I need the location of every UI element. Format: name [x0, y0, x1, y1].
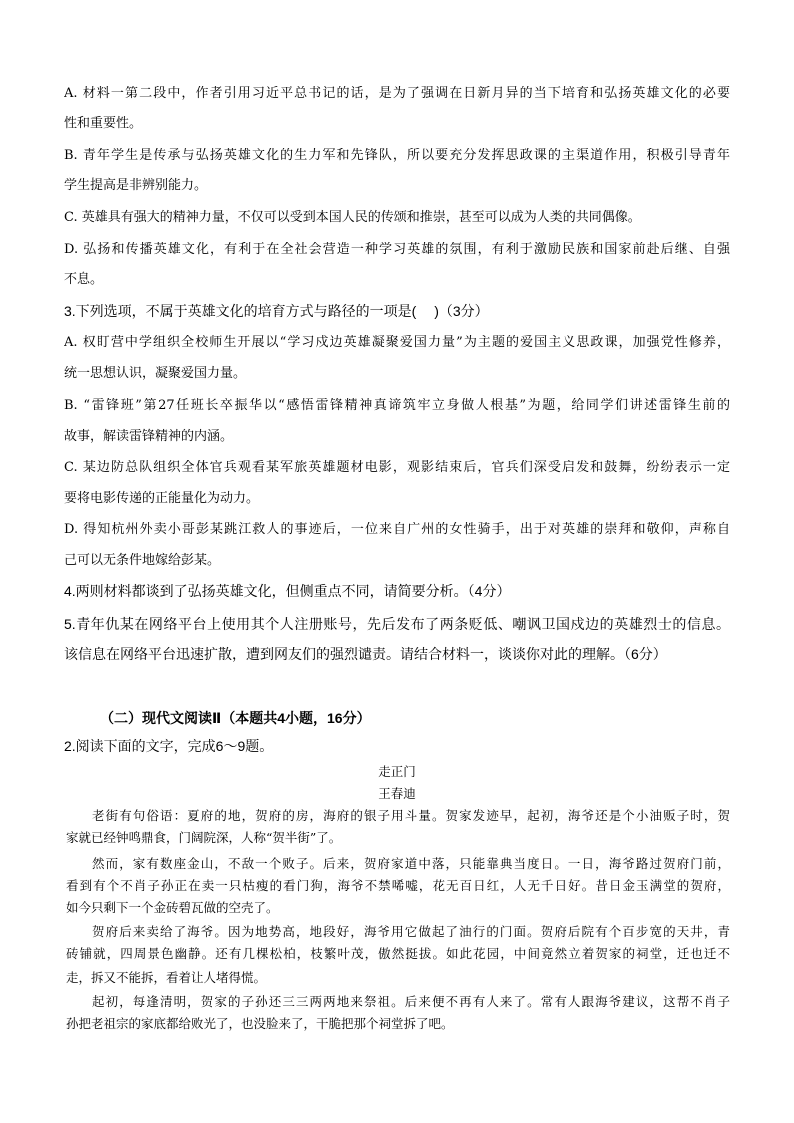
- q3-option-d-line-1: D. 得知杭州外卖小哥彭某跳江救人的事迹后，一位来自广州的女性骑手，出于对英雄的崇拜和敬仰，声称自: [64, 522, 730, 537]
- story-paragraph-line: 孙把老祖宗的家底都给败光了，也没脸来了，干脆把那个祠堂拆了吧。: [66, 1016, 454, 1031]
- story-paragraph-line: 贺府后来卖给了海爷。因为地势高，地段好，海爷用它做起了油行的门面。贺府后院有个百步宽的天井，青: [92, 924, 730, 939]
- story-paragraph-line: 砖铺就，四周景色幽静。还有几棵松柏，枝繁叶茂，傲然挺拔。如此花园，中间竟然立着贺家的祠堂，迁也迁不: [66, 946, 730, 961]
- section-2-title: （二）现代文阅读Ⅱ（本题共4小题，16分）: [100, 710, 371, 726]
- story-paragraph-line: 家就已经钟鸣鼎食，门阔院深，人称“贺半街”了。: [66, 830, 342, 845]
- q3-stem: 3.下列选项，不属于英雄文化的培育方式与路径的一项是( )（3分）: [64, 303, 489, 319]
- q3-option-b-line-2: 故事，解读雷锋精神的内涵。: [64, 429, 234, 444]
- q3-option-d-line-2: 己可以无条件地嫁给彭某。: [64, 553, 221, 568]
- q2-option-a-line-1: A. 材料一第二段中，作者引用习近平总书记的话，是为了强调在日新月异的当下培育和弘扬英雄文化的必要: [64, 86, 730, 101]
- q2-option-b-line-1: B. 青年学生是传承与弘扬英雄文化的生力军和先锋队，所以要充分发挥思政课的主渠道作用，积极引导青年: [64, 148, 730, 163]
- story-author: 王春迪: [378, 786, 416, 801]
- story-paragraph-line: 走，拆又不能拆，看着让人堵得慌。: [66, 970, 267, 985]
- story-paragraph-line: 如今只剩下一个金砖碧瓦做的空壳了。: [66, 900, 279, 915]
- q3-option-c-line-1: C. 某边防总队组织全体官兵观看某军旅英雄题材电影，观影结束后，官兵们深受启发和鼓舞，纷纷表示一定: [64, 460, 730, 475]
- q3-option-c-line-2: 要将电影传递的正能量化为动力。: [64, 491, 260, 506]
- q3-option-a-line-1: A. 权盯营中学组织全校师生开展以“学习戍边英雄凝聚爱国力量”为主题的爱国主义思政课，加强党性修养，: [64, 335, 730, 350]
- story-paragraph-line: 老街有句俗语：夏府的地，贺府的房，海府的银子用斗量。贺家发迹早，起初，海爷还是个小油贩子时，贺: [92, 808, 730, 823]
- story-title: 走正门: [378, 764, 416, 779]
- q2-option-c-line-1: C. 英雄具有强大的精神力量，不仅可以受到本国人民的传颂和推崇，甚至可以成为人类的共同偶像。: [64, 210, 641, 225]
- story-paragraph-line: 起初，每逢清明，贺家的子孙还三三两两地来祭祖。后来便不再有人来了。常有人跟海爷建议，这帮不肖子: [92, 994, 730, 1009]
- story-paragraph-line: 看到有个不肖子孙正在卖一只枯瘦的看门狗，海爷不禁唏嘘，花无百日红，人无千日好。昔日金玉满堂的贺府，: [66, 878, 730, 893]
- q4-stem: 4.两则材料都谈到了弘扬英雄文化，但侧重点不同，请简要分析。（4分）: [64, 583, 511, 599]
- q3-option-b-line-1: B. “雷锋班”第27任班长卒振华以“感悟雷锋精神真谛筑牢立身做人根基”为题，给同学们讲述雷锋生前的: [64, 398, 730, 413]
- story-paragraph-line: 然而，家有数座金山，不敌一个败子。后来，贺府家道中落，只能靠典当度日。一日，海爷路过贺府门前，: [92, 856, 730, 871]
- q2-option-a-line-2: 性和重要性。: [64, 116, 143, 131]
- q2-option-d-line-2: 不息。: [64, 272, 104, 287]
- q2-option-b-line-2: 学生提高是非辨别能力。: [64, 178, 208, 193]
- section-2-instruction: 2.阅读下面的文字，完成6～9题。: [64, 738, 274, 754]
- q2-option-d-line-1: D. 弘扬和传播英雄文化，有利于在全社会营造一种学习英雄的氛围，有利于激励民族和国家前赴后继、自强: [64, 242, 730, 257]
- q5-stem-line-1: 5.青年仇某在网络平台上使用其个人注册账号，先后发布了两条贬低、嘲讽卫国戍边的英雄烈士的信息。: [64, 616, 730, 632]
- q3-option-a-line-2: 统一思想认识，凝聚爱国力量。: [64, 366, 247, 381]
- q5-stem-line-2: 该信息在网络平台迅速扩散，遭到网友们的强烈谴责。请结合材料一，谈谈你对此的理解。（6分）: [64, 646, 667, 662]
